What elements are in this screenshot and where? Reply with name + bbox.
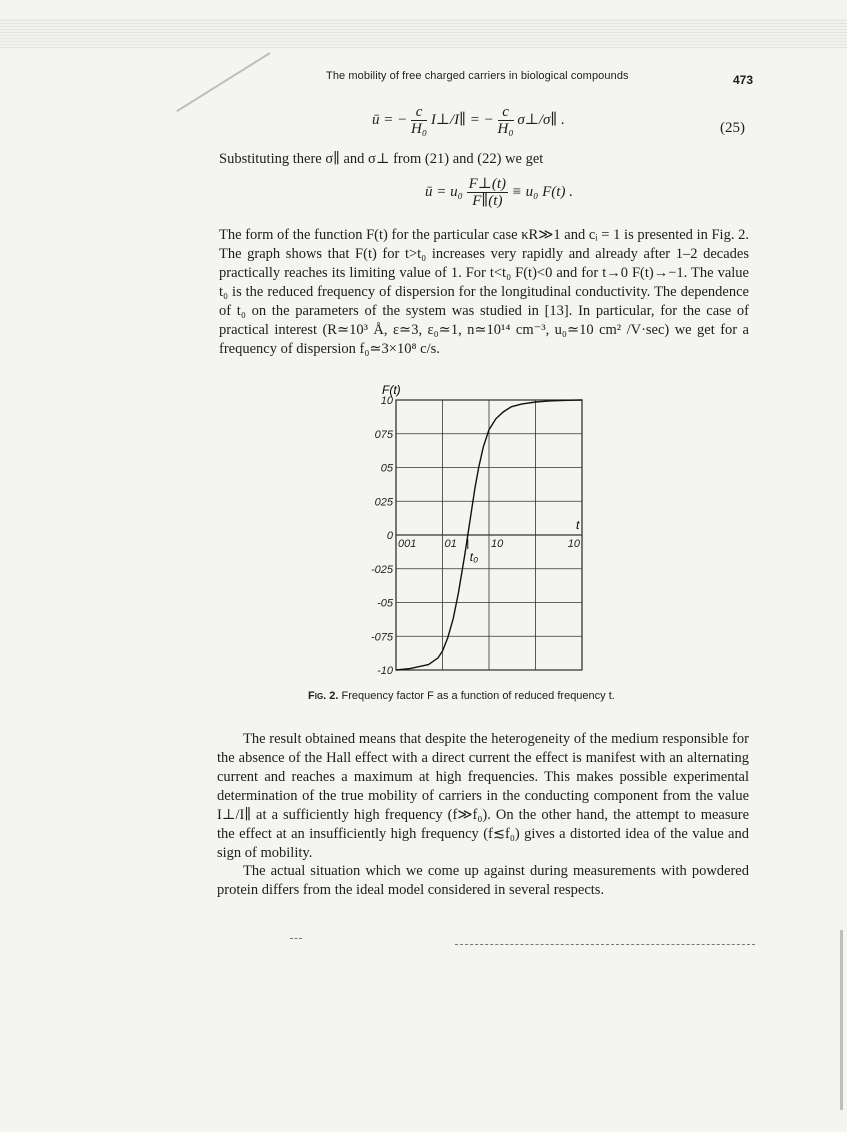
chart-grid xyxy=(396,400,582,670)
t0-label: t₀ xyxy=(469,550,479,564)
caption-text: Frequency factor F as a function of reduced frequency t. xyxy=(341,690,615,702)
page-number: 473 xyxy=(733,73,754,87)
y-tick-label: -05 xyxy=(377,597,393,610)
figure-2-chart xyxy=(340,378,600,678)
eq25-mid: I⊥/I∥ = xyxy=(430,111,480,128)
t0-marker xyxy=(468,539,478,564)
figure-caption xyxy=(308,690,615,702)
y-tick-label: 075 xyxy=(374,428,393,441)
eq2-rhs: ≡ u₀ F(t) . xyxy=(511,183,573,200)
eq25-frac2-num: c xyxy=(498,104,514,121)
eq25-fraction-1 xyxy=(411,104,427,137)
y-tick-label: 10 xyxy=(380,395,393,407)
eq25-rhs: σ⊥/σ∥ . xyxy=(517,111,565,128)
y-tick-label: -075 xyxy=(370,631,393,644)
eq25-lhs: ū = xyxy=(372,111,394,128)
x-axis-label: t xyxy=(576,518,580,532)
y-tick-label: 025 xyxy=(374,496,393,509)
eq2-fraction xyxy=(467,176,508,209)
equation-25: ū = − $\frac{c}{\text{H₀}}$ I⊥/I∥ = − $\frac{c}{\text{H₀}}$ σ⊥/σ∥ . xyxy=(372,104,565,137)
x-tick-label: 10 xyxy=(567,538,580,550)
paragraph-result: The result obtained means that despite the heterogeneity of the medium responsible for the absence of the Hall effect with a direct current the effect is manifest with an alternating current and reaches a maximum at high frequencies. This makes possible experimental determination of the true mobility of carriers in the conducting component from the value I⊥/I∥ at a sufficiently high frequency (f≫f₀). On the other hand, the attempt to measure the effect at an insufficiently high frequency (f≲f₀) gives a distorted idea of the value and sign of mobility. xyxy=(217,731,749,861)
running-title: The mobility of free charged carriers in biological compounds xyxy=(326,70,629,82)
equation-mobility xyxy=(425,176,573,209)
paragraph-actual-situation: The actual situation which we come up against during measurements with powdered protein differs from the ideal model considered in several respects. xyxy=(217,863,749,898)
eq25-fraction-2 xyxy=(498,104,514,137)
eq2-lhs: ū = u₀ xyxy=(425,183,463,200)
paragraph-form-of-function: The form of the function F(t) for the particular case κR≫1 and cᵢ = 1 is presented in Fig. 2. The graph shows that F(t) for t>t₀ increases very rapidly and already after 1–2 decades practically reaches its limiting value of 1. For t<t₀ F(t)<0 and for t→0 F(t)→−1. The value t₀ is the reduced frequency of dispersion for the longitudinal conductivity. The dependence of t₀ on the parameters of the system was studied in [13]. In particular, for the case of practical interest (R≃10³ Å, ε≃3, ε₀≃1, n≃10¹⁴ cm⁻³, u₀≃10 cm² /V·sec) we get for a frequency of dispersion f₀≃3×10⁸ c/s. xyxy=(219,227,749,357)
x-tick-label: 10 xyxy=(491,538,504,550)
paragraph-substituting: Substituting there σ∥ and σ⊥ from (21) and (22) we get xyxy=(219,151,544,167)
chart-tick-labels xyxy=(371,395,581,677)
eq25-frac1-den: H₀ xyxy=(411,121,428,137)
x-tick-label: 01 xyxy=(444,538,457,550)
x-tick-label: 001 xyxy=(398,538,417,550)
y-axis-label: F(t) xyxy=(382,383,401,397)
scan-edge-mark xyxy=(840,930,843,1110)
y-tick-label: 0 xyxy=(386,530,393,542)
scan-dash-rule xyxy=(455,944,755,945)
eq25-frac2-den: H₀ xyxy=(497,121,514,137)
scan-artifact-band xyxy=(0,18,847,48)
y-tick-label: -025 xyxy=(370,563,393,576)
scan-mark xyxy=(176,52,270,112)
eq25-frac1-num: c xyxy=(411,104,427,121)
scan-dash-short xyxy=(290,938,302,939)
eq2-den: F∥(t) xyxy=(472,193,503,209)
eq2-num: F⊥(t) xyxy=(468,176,507,192)
y-tick-label: -10 xyxy=(377,665,393,677)
equation-number: (25) xyxy=(720,120,745,136)
caption-label: Fig. 2. xyxy=(308,690,339,702)
y-tick-label: 05 xyxy=(380,462,393,475)
